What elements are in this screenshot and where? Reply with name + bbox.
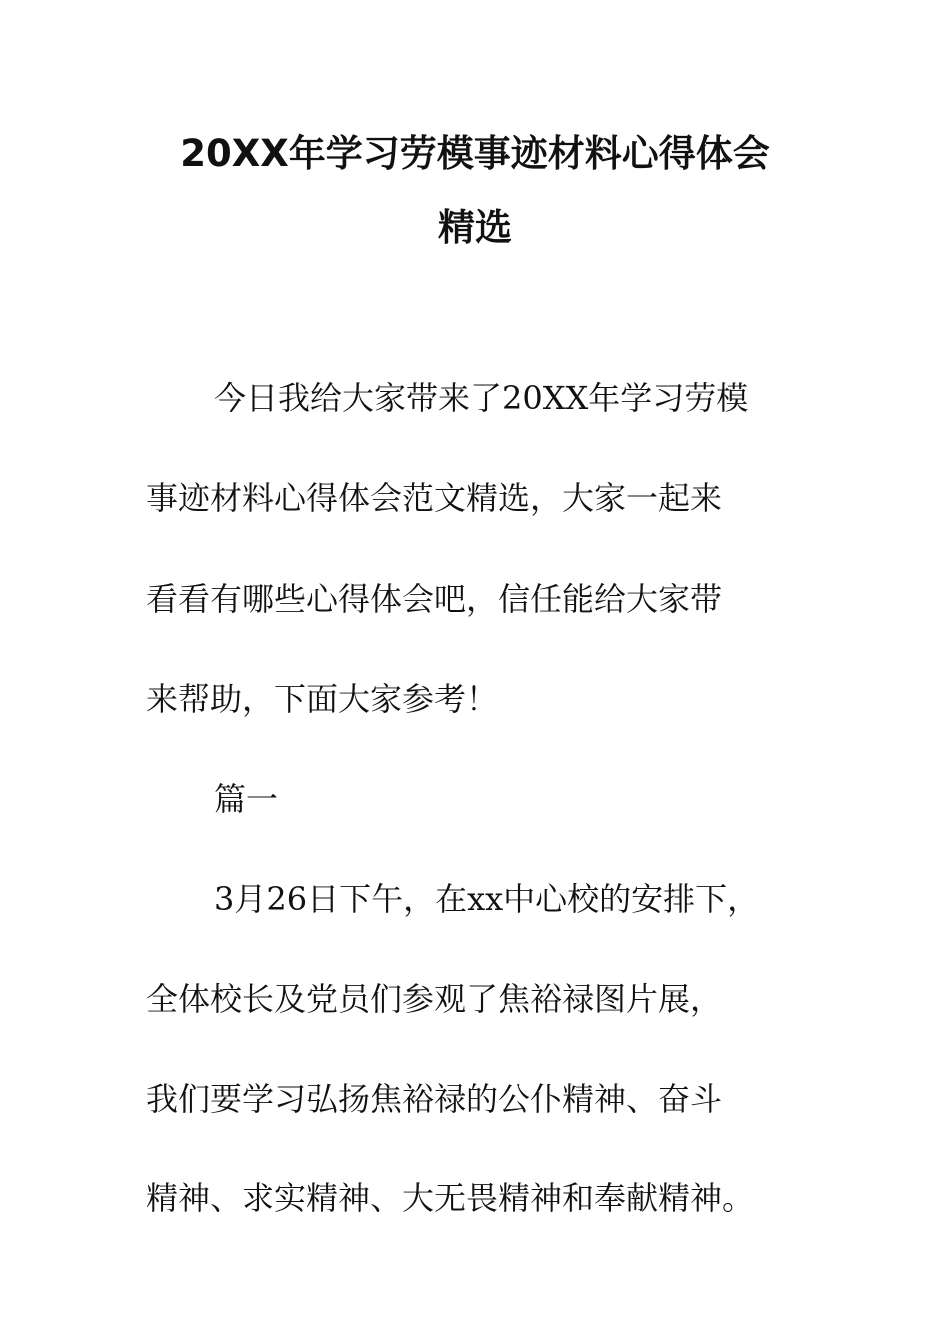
section-heading: 篇一 xyxy=(214,780,279,818)
body-line-4: 来帮助，下面大家参考！ xyxy=(146,680,499,718)
body-line-2: 事迹材料心得体会范文精选，大家一起来 xyxy=(146,479,723,517)
document-title-line-1: 20XX年学习劳模事迹材料心得体会 xyxy=(180,132,770,175)
body-line-1: 今日我给大家带来了20XX年学习劳模 xyxy=(214,379,749,417)
body-line-5: 3月26日下午，在xx中心校的安排下， xyxy=(214,880,760,918)
body-line-7: 我们要学习弘扬焦裕禄的公仆精神、奋斗 xyxy=(146,1080,723,1118)
body-line-3: 看看有哪些心得体会吧，信任能给大家带 xyxy=(146,580,723,618)
document-title-line-2: 精选 xyxy=(438,206,512,249)
body-line-8: 精神、求实精神、大无畏精神和奉献精神。 xyxy=(146,1179,755,1217)
body-line-6: 全体校长及党员们参观了焦裕禄图片展， xyxy=(146,980,723,1018)
